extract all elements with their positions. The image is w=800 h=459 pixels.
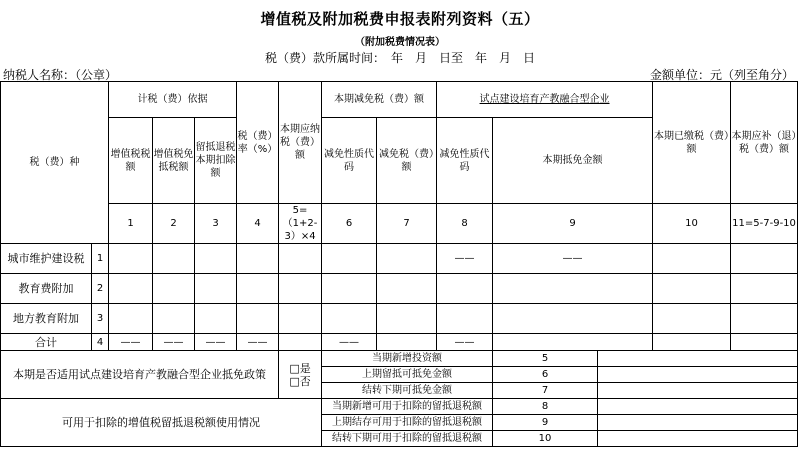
row-number: 1 [92, 244, 109, 274]
item-label: 结转下期可用于扣除的留抵退税额 [322, 431, 493, 447]
table-row [1, 274, 798, 304]
cell-pilot-credit[interactable] [493, 304, 653, 334]
cell-dash: —— [195, 334, 237, 351]
total-row [1, 334, 798, 351]
cell-vat[interactable] [109, 244, 153, 274]
col-number: 9 [493, 204, 653, 244]
cell-retained[interactable] [195, 304, 237, 334]
row-name: 地方教育附加 [1, 304, 92, 334]
cell-dash: —— [437, 334, 493, 351]
item-number: 5 [493, 351, 598, 367]
item-value[interactable] [598, 431, 798, 447]
item-number: 7 [493, 383, 598, 399]
col-number: 7 [377, 204, 437, 244]
cell-paid[interactable] [653, 274, 731, 304]
cell-payable[interactable] [279, 304, 322, 334]
cell-retained[interactable] [195, 274, 237, 304]
surtax-table [0, 81, 798, 447]
row-number: 3 [92, 304, 109, 334]
cell-pilot-credit: —— [493, 244, 653, 274]
cell-pilot-code: —— [437, 244, 493, 274]
item-value[interactable] [598, 383, 798, 399]
cell-payable[interactable] [279, 334, 322, 351]
header-rate: 税（费）率（%） [237, 82, 279, 204]
cell-rate[interactable] [237, 274, 279, 304]
cell-dash: —— [322, 334, 377, 351]
amount-unit-label: 金额单位：元（列至角分） [649, 68, 794, 82]
item-number: 9 [493, 415, 598, 431]
header-pilot-code: 减免性质代码 [437, 118, 493, 204]
cell-rate[interactable] [237, 244, 279, 274]
cell-refund[interactable] [731, 304, 798, 334]
cell-payable[interactable] [279, 244, 322, 274]
col-number: 5=（1+2-3）×4 [279, 204, 322, 244]
item-number: 8 [493, 399, 598, 415]
cell-dash: —— [109, 334, 153, 351]
row-name: 教育费附加 [1, 274, 92, 304]
header-pilot-group: 试点建设培育产教融合型企业 [437, 82, 653, 118]
item-label: 上期留抵可抵免金额 [322, 367, 493, 383]
cell-paid[interactable] [653, 244, 731, 274]
tax-period: 税（费）款所属时间： 年 月 日至 年 月 日 [264, 51, 535, 65]
cell-reduction-code[interactable] [322, 244, 377, 274]
yes-checkbox[interactable]: □是 [289, 361, 311, 375]
item-label: 结转下期可抵免金额 [322, 383, 493, 399]
col-number: 4 [237, 204, 279, 244]
item-label: 上期结存可用于扣除的留抵退税额 [322, 415, 493, 431]
col-number: 3 [195, 204, 237, 244]
cell-refund[interactable] [731, 274, 798, 304]
header-payable: 本期应纳税（费）额 [279, 82, 322, 204]
cell-refund[interactable] [731, 334, 798, 351]
item-number: 6 [493, 367, 598, 383]
item-value[interactable] [598, 399, 798, 415]
item-value[interactable] [598, 351, 798, 367]
header-reduction-group: 本期减免税（费）额 [322, 82, 437, 118]
header-retained: 留抵退税本期扣除额 [195, 118, 237, 204]
cell-retained[interactable] [195, 244, 237, 274]
cell-reduction-amount[interactable] [377, 334, 437, 351]
cell-dash: —— [237, 334, 279, 351]
col-number: 2 [153, 204, 195, 244]
header-vat: 增值税税额 [109, 118, 153, 204]
form-subtitle: （附加税费情况表） [355, 37, 445, 48]
item-label: 当期新增投资额 [322, 351, 493, 367]
cell-vat-exempt[interactable] [153, 304, 195, 334]
cell-reduction-code[interactable] [322, 304, 377, 334]
row-name: 城市维护建设税 [1, 244, 92, 274]
table-row [1, 304, 798, 334]
cell-pilot-code[interactable] [437, 304, 493, 334]
cell-vat[interactable] [109, 304, 153, 334]
cell-reduction-amount[interactable] [377, 304, 437, 334]
cell-refund[interactable] [731, 244, 798, 274]
taxpayer-name-label: 纳税人名称：（公章） [3, 68, 118, 82]
form-title: 增值税及附加税费申报表附列资料（五） [260, 10, 540, 28]
row-name: 合计 [1, 334, 92, 351]
cell-pilot-credit[interactable] [493, 334, 653, 351]
header-paid: 本期已缴税（费）额 [653, 82, 731, 204]
item-value[interactable] [598, 415, 798, 431]
header-vat-exempt: 增值税免抵税额 [153, 118, 195, 204]
deduction-usage-label: 可用于扣除的增值税留抵退税额使用情况 [1, 399, 322, 447]
cell-paid[interactable] [653, 334, 731, 351]
no-checkbox[interactable]: □否 [289, 374, 311, 388]
cell-dash: —— [153, 334, 195, 351]
header-reduction-amount: 减免税（费）额 [377, 118, 437, 204]
row-number: 2 [92, 274, 109, 304]
row-number: 4 [92, 334, 109, 351]
header-refund: 本期应补（退）税（费）额 [731, 82, 798, 204]
applicable-policy-label: 本期是否适用试点建设培育产教融合型企业抵免政策 [1, 351, 279, 399]
yes-no-checkboxes[interactable] [279, 351, 322, 399]
cell-pilot-credit[interactable] [493, 274, 653, 304]
header-tax-type: 税（费）种 [1, 82, 109, 244]
cell-vat-exempt[interactable] [153, 274, 195, 304]
cell-pilot-code[interactable] [437, 274, 493, 304]
cell-vat[interactable] [109, 274, 153, 304]
col-number: 11=5-7-9-10 [731, 204, 798, 244]
col-number: 8 [437, 204, 493, 244]
item-number: 10 [493, 431, 598, 447]
item-label: 当期新增可用于扣除的留抵退税额 [322, 399, 493, 415]
cell-reduction-code[interactable] [322, 274, 377, 304]
header-basis-group: 计税（费）依据 [109, 82, 237, 118]
header-pilot-credit: 本期抵免金额 [493, 118, 653, 204]
cell-payable[interactable] [279, 274, 322, 304]
item-value[interactable] [598, 367, 798, 383]
header-reduction-code: 减免性质代码 [322, 118, 377, 204]
cell-rate[interactable] [237, 304, 279, 334]
col-number: 6 [322, 204, 377, 244]
cell-vat-exempt[interactable] [153, 244, 195, 274]
table-row [1, 244, 798, 274]
cell-paid[interactable] [653, 304, 731, 334]
col-number: 10 [653, 204, 731, 244]
cell-reduction-amount[interactable] [377, 244, 437, 274]
col-number: 1 [109, 204, 153, 244]
cell-reduction-amount[interactable] [377, 274, 437, 304]
